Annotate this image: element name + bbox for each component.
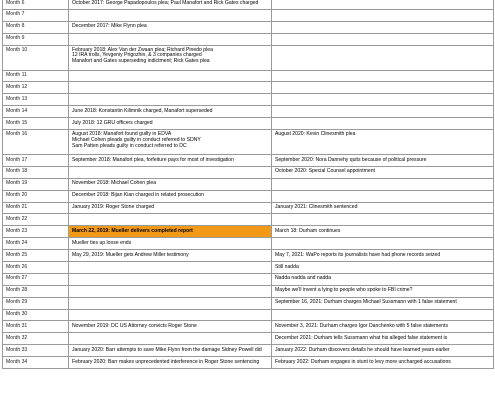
table-row <box>3 321 494 333</box>
table-row <box>3 106 494 118</box>
mueller-event-cell <box>69 226 272 238</box>
month-cell: Month 21 <box>3 202 69 214</box>
month-cell: Month 16 <box>3 130 69 155</box>
mueller-event-cell <box>69 333 272 345</box>
durham-event-cell <box>272 250 494 262</box>
event-text: May 29, 2019: Mueller gets Andrew Miller testimony <box>72 251 189 258</box>
month-cell: Month 20 <box>3 190 69 202</box>
durham-event-cell <box>272 262 494 274</box>
durham-event-cell <box>272 345 494 357</box>
durham-event-cell <box>272 214 494 226</box>
event-text: May 7, 2021: WaPo reports its journalists have had phone records seized <box>275 251 441 258</box>
table-row <box>3 9 494 21</box>
durham-event-cell <box>272 155 494 167</box>
event-text: February 2018: Alex Van der Zwaan plea; Richard Pinedo plea <box>72 46 213 53</box>
month-cell: Month 24 <box>3 238 69 250</box>
table-row <box>3 214 494 226</box>
table-row <box>3 262 494 274</box>
mueller-event-cell <box>69 273 272 285</box>
durham-event-cell <box>272 82 494 94</box>
durham-event-cell <box>272 9 494 21</box>
event-text: Sam Patten pleads guilty in conduct referred to DC <box>72 142 187 149</box>
table-row <box>3 309 494 321</box>
timeline-rows <box>3 0 494 369</box>
event-text: Maybe we'll invent a lying to people who spoke to FBI crime? <box>275 287 413 294</box>
table-row <box>3 130 494 155</box>
event-text: September 16, 2021: Durham charges Michael Sussmann with 1 false statement <box>275 299 457 306</box>
event-text: January 2019: Roger Stone charged <box>72 204 155 211</box>
month-cell: Month 22 <box>3 214 69 226</box>
month-cell: Month 23 <box>3 226 69 238</box>
mueller-event-cell <box>69 250 272 262</box>
month-cell: Month 8 <box>3 21 69 33</box>
durham-event-cell <box>272 333 494 345</box>
month-cell: Month 9 <box>3 33 69 45</box>
durham-event-cell <box>272 70 494 82</box>
event-text: November 3, 2021: Durham charges Igor Danchenko with 5 false statements <box>275 323 448 330</box>
month-cell: Month 29 <box>3 297 69 309</box>
table-row <box>3 82 494 94</box>
event-text: January 2022: Durham discovers details he should have learned years earlier <box>275 346 450 353</box>
event-text: October 2017: George Papadopoulos plea; Paul Manafort and Rick Gates charged <box>72 0 259 6</box>
mueller-event-cell <box>69 321 272 333</box>
mueller-event-cell <box>69 178 272 190</box>
durham-event-cell <box>272 321 494 333</box>
table-row <box>3 285 494 297</box>
month-cell: Month 18 <box>3 166 69 178</box>
durham-event-cell <box>272 285 494 297</box>
month-cell: Month 14 <box>3 106 69 118</box>
table-row <box>3 202 494 214</box>
month-cell: Month 33 <box>3 345 69 357</box>
mueller-event-cell <box>69 94 272 106</box>
event-text: March 22, 2019: Mueller delivers completed report <box>72 227 193 234</box>
mueller-event-cell <box>69 238 272 250</box>
month-cell: Month 26 <box>3 262 69 274</box>
event-text: Manafort and Gates superseding indictment; Rick Gates plea <box>72 58 210 65</box>
event-text: November 2018: Michael Cohen plea <box>72 180 157 187</box>
durham-event-cell <box>272 130 494 155</box>
event-text: Still nadda <box>275 263 299 270</box>
table-row <box>3 333 494 345</box>
table-row <box>3 297 494 309</box>
event-text: June 2018: Konstantin Kilimnik charged, Manafort superseded <box>72 107 213 114</box>
month-cell: Month 25 <box>3 250 69 262</box>
table-row <box>3 45 494 70</box>
durham-event-cell <box>272 178 494 190</box>
event-text: January 2021: Clinesmith sentenced <box>275 204 358 211</box>
month-cell: Month 30 <box>3 309 69 321</box>
table-row <box>3 166 494 178</box>
durham-event-cell <box>272 357 494 369</box>
mueller-event-cell <box>69 21 272 33</box>
durham-event-cell <box>272 94 494 106</box>
durham-event-cell <box>272 226 494 238</box>
mueller-event-cell <box>69 345 272 357</box>
event-text: September 2018: Manafort plea, forfeiture pays for most of investigation <box>72 156 234 163</box>
event-text: December 2018: Bijan Kian charged in related prosecution <box>72 192 204 199</box>
event-text: Nadda nadda and nadda <box>275 275 332 282</box>
mueller-event-cell <box>69 309 272 321</box>
month-cell: Month 11 <box>3 70 69 82</box>
table-row <box>3 238 494 250</box>
table-row <box>3 357 494 369</box>
month-cell: Month 15 <box>3 118 69 130</box>
mueller-event-cell <box>69 262 272 274</box>
durham-event-cell <box>272 106 494 118</box>
table-row <box>3 21 494 33</box>
mueller-event-cell <box>69 297 272 309</box>
durham-event-cell <box>272 273 494 285</box>
mueller-event-cell <box>69 214 272 226</box>
month-cell: Month 13 <box>3 94 69 106</box>
mueller-event-cell <box>69 33 272 45</box>
month-cell: Month 6 <box>3 0 69 9</box>
mueller-event-cell <box>69 106 272 118</box>
mueller-event-cell <box>69 155 272 167</box>
event-text: December 2017: Mike Flynn plea <box>72 23 147 30</box>
event-text: February 2020: Barr makes unprecedented interference in Roger Stone sentencing <box>72 358 260 365</box>
mueller-event-cell <box>69 70 272 82</box>
event-text: February 2022: Durham engages in stunt to levy more uncharged accusations <box>275 358 451 365</box>
timeline-table <box>2 0 494 369</box>
table-row <box>3 250 494 262</box>
event-text: October 2020: Special Counsel appointment <box>275 168 375 175</box>
durham-event-cell <box>272 0 494 9</box>
table-row <box>3 70 494 82</box>
durham-event-cell <box>272 202 494 214</box>
table-row <box>3 33 494 45</box>
durham-event-cell <box>272 238 494 250</box>
month-cell: Month 7 <box>3 9 69 21</box>
durham-event-cell <box>272 33 494 45</box>
durham-event-cell <box>272 190 494 202</box>
table-row <box>3 226 494 238</box>
event-text: 12 IRA trolls, Yevgeniy Prigozhin, & 3 companies charged <box>72 52 202 59</box>
mueller-event-cell <box>69 9 272 21</box>
mueller-event-cell <box>69 202 272 214</box>
event-text: Michael Cohen pleads guilty in conduct referred to SDNY <box>72 136 201 143</box>
month-cell: Month 10 <box>3 45 69 70</box>
event-text: January 2020: Barr attempts to save Mike Flynn from the damage Sidney Powell did <box>72 346 262 353</box>
event-text: July 2018: 12 GRU officers charged <box>72 119 153 126</box>
durham-event-cell <box>272 297 494 309</box>
durham-event-cell <box>272 166 494 178</box>
mueller-event-cell <box>69 166 272 178</box>
table-row <box>3 273 494 285</box>
event-text: March 18: Durham continues <box>275 227 341 234</box>
durham-event-cell <box>272 45 494 70</box>
table-row <box>3 94 494 106</box>
month-cell: Month 17 <box>3 155 69 167</box>
month-cell: Month 27 <box>3 273 69 285</box>
mueller-event-cell <box>69 285 272 297</box>
mueller-event-cell <box>69 190 272 202</box>
month-cell: Month 31 <box>3 321 69 333</box>
event-text: August 2018: Manafort found guilty in EDVA <box>72 131 172 138</box>
table-row <box>3 345 494 357</box>
month-cell: Month 32 <box>3 333 69 345</box>
durham-event-cell <box>272 118 494 130</box>
timeline-sheet <box>2 0 493 369</box>
table-row <box>3 178 494 190</box>
event-text: Mueller ties up loose ends <box>72 239 132 246</box>
durham-event-cell <box>272 309 494 321</box>
month-cell: Month 34 <box>3 357 69 369</box>
event-text: September 2020: Nora Dannehy quits because of political pressure <box>275 156 427 163</box>
mueller-event-cell <box>69 357 272 369</box>
event-text: August 2020: Kevin Clinesmith plea <box>275 131 356 138</box>
table-row <box>3 190 494 202</box>
event-text: November 2019: DC US Attorney convicts Roger Stone <box>72 323 197 330</box>
month-cell: Month 19 <box>3 178 69 190</box>
durham-event-cell <box>272 21 494 33</box>
mueller-event-cell <box>69 118 272 130</box>
mueller-event-cell <box>69 130 272 155</box>
mueller-event-cell <box>69 0 272 9</box>
month-cell: Month 12 <box>3 82 69 94</box>
mueller-event-cell <box>69 45 272 70</box>
mueller-event-cell <box>69 82 272 94</box>
event-text: December 2021: Durham tells Sussmann what his alleged false statement is <box>275 334 448 341</box>
table-row <box>3 0 494 9</box>
table-row <box>3 155 494 167</box>
table-row <box>3 118 494 130</box>
month-cell: Month 28 <box>3 285 69 297</box>
